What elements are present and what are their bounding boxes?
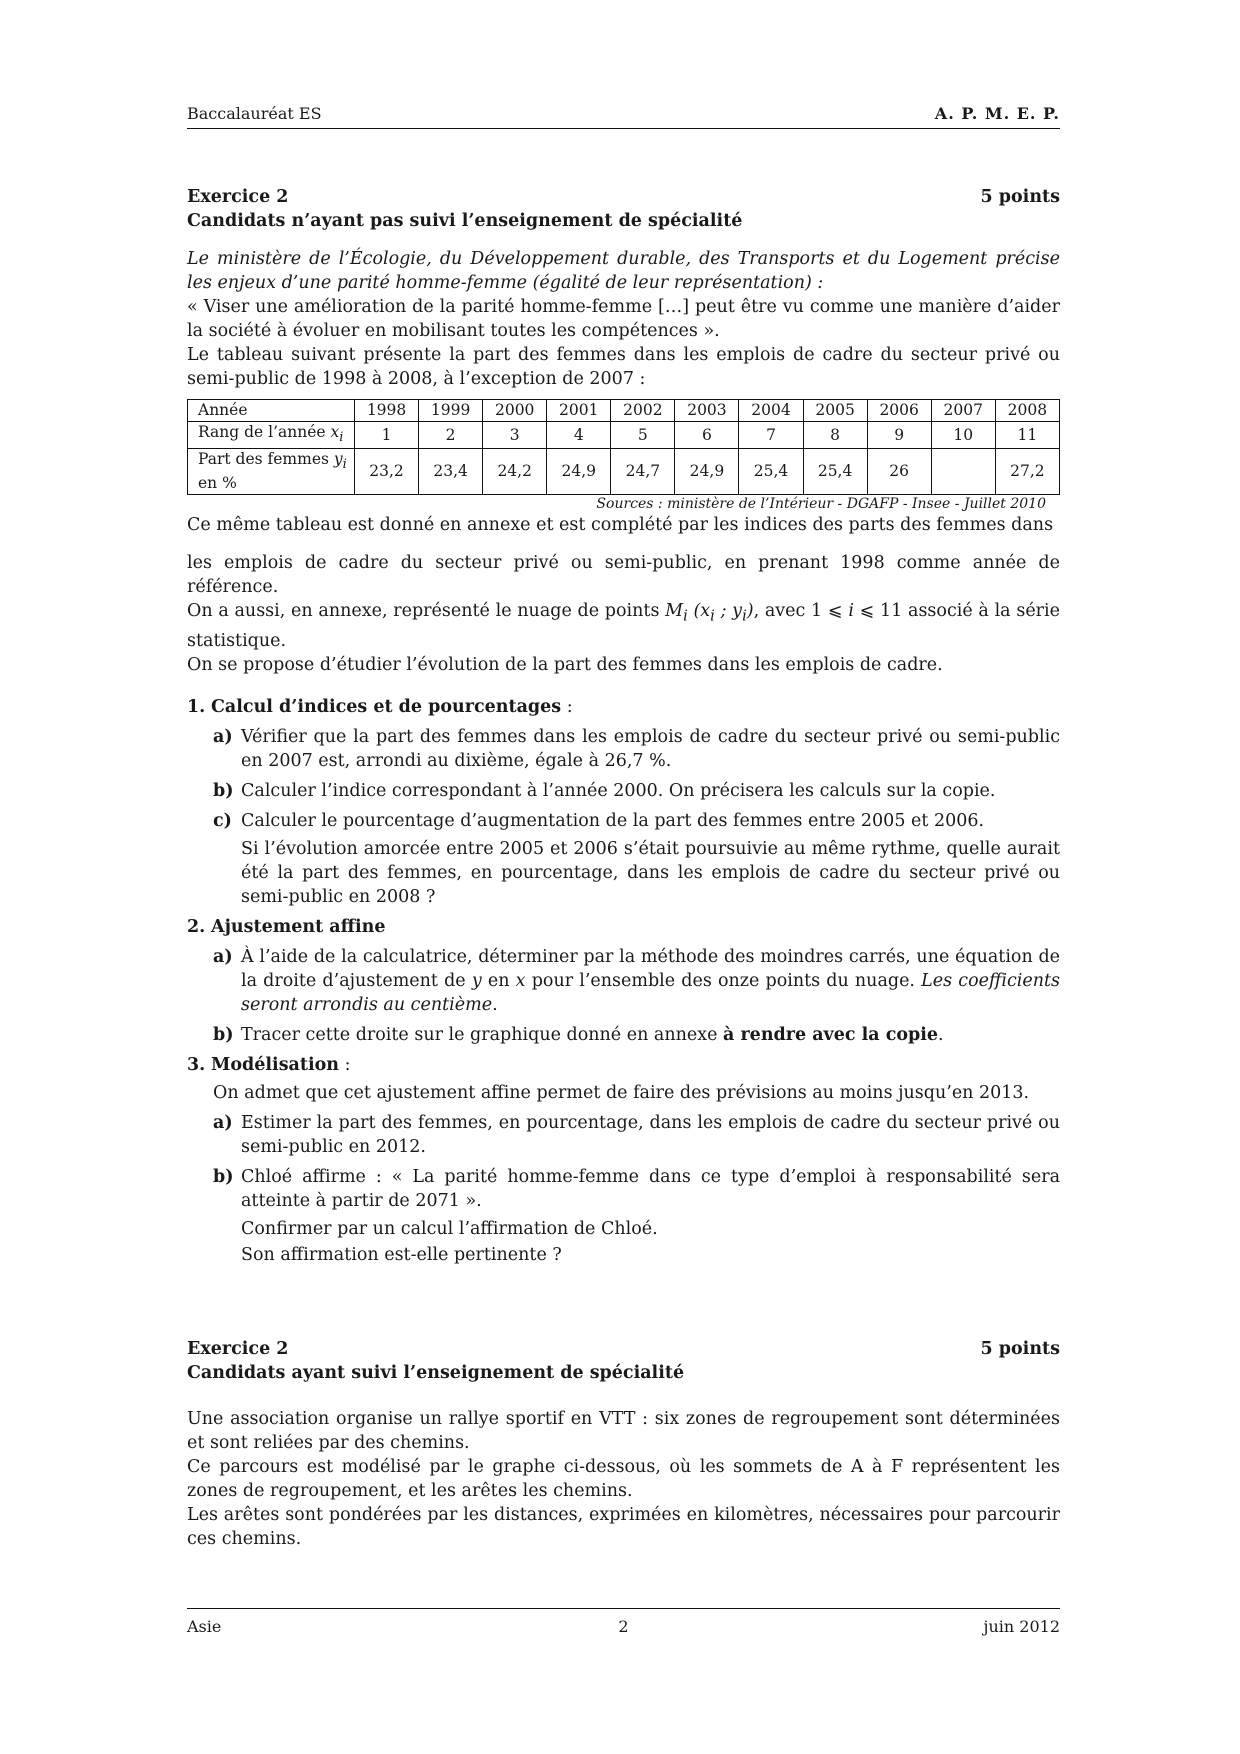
- table-cell: 2006: [867, 400, 931, 422]
- footer-right: juin 2012: [983, 1617, 1060, 1636]
- exercise-title: Exercice 2: [187, 1339, 289, 1359]
- subquestion-text: Chloé affirme : « La parité homme-femme dans ce type d’emploi à responsabilité sera atteinte à partir de 2071 ».: [241, 1166, 1060, 1211]
- text-span: On a aussi, en annexe, représenté le nuage de points: [187, 601, 666, 622]
- table-cell: 23,2: [355, 449, 419, 495]
- table-cell: 7: [739, 422, 803, 449]
- question-number: 3.: [187, 1054, 206, 1075]
- table-row-label: Année: [188, 400, 355, 422]
- table-cell: 11: [995, 422, 1059, 449]
- subquestion-label: a): [213, 946, 233, 967]
- math-var: i: [848, 601, 854, 622]
- subquestion-label: b): [213, 1024, 234, 1045]
- question-3b: [187, 1165, 1060, 1267]
- table-sources: Sources : ministère de l’Intérieur - DGAFP - Insee - Juillet 2010: [596, 496, 1046, 513]
- text-span: ⩽ 11 associé à la série statistique.: [187, 601, 1060, 651]
- subquestion-text: Calculer l’indice correspondant à l’année 2000. On précisera les calculs sur la copie.: [241, 780, 996, 801]
- question-3a: [187, 1111, 1060, 1159]
- table-cell: 2001: [547, 400, 611, 422]
- exercise-points: 5 points: [980, 1339, 1060, 1359]
- table-cell: 1: [355, 422, 419, 449]
- after-table-line-3: [187, 599, 1060, 653]
- exercise-2-specialty: [187, 1337, 1060, 1551]
- subquestion-text: Calculer le pourcentage d’augmentation de la part des femmes entre 2005 et 2006.: [241, 810, 985, 831]
- table-cell: 24,9: [675, 449, 739, 495]
- text-span: .: [492, 994, 498, 1015]
- table-cell: 2000: [483, 400, 547, 422]
- table-cell: 6: [675, 422, 739, 449]
- after-table-line-2: les emplois de cadre du secteur privé ou semi-public, en prenant 1998 comme année de référence.: [187, 553, 1060, 598]
- header-right: A. P. M. E. P.: [934, 104, 1060, 123]
- subquestion-label: a): [213, 1112, 233, 1133]
- footer-left: Asie: [187, 1617, 222, 1636]
- question-2a: [187, 945, 1060, 1017]
- math-var: y: [333, 450, 343, 469]
- subquestion-text: [241, 1023, 1060, 1047]
- bold-note: à rendre avec la copie: [723, 1024, 939, 1045]
- table-cell: 1999: [419, 400, 483, 422]
- table-cell: 2002: [611, 400, 675, 422]
- intro-italic: Le ministère de l’Écologie, du Développement durable, des Transports et du Logement précise les enjeux d’une parité homme-femme (égalité de leur représentation) :: [187, 249, 1060, 293]
- table-cell: 8: [803, 422, 867, 449]
- table-cell: 26: [867, 449, 931, 495]
- table-cell: 2005: [803, 400, 867, 422]
- label-text: Rang de l’année: [198, 423, 331, 441]
- table-cell: 25,4: [739, 449, 803, 495]
- subquestion-label: a): [213, 726, 233, 747]
- text-span: en: [481, 970, 516, 991]
- question-1c: [187, 809, 1060, 909]
- exercise-subtitle: Candidats ayant suivi l’enseignement de spécialité: [187, 1363, 685, 1383]
- exercise-2-nonspecialty: [187, 185, 1060, 1267]
- table-intro: Le tableau suivant présente la part des femmes dans les emplois de cadre du secteur privé ou semi-public de 1998 à 2008, à l’exception de 2007 :: [187, 345, 1060, 389]
- question-title: Ajustement affine: [211, 916, 386, 937]
- exercise-heading: [187, 1337, 1060, 1361]
- subquestion-text-3: Son affirmation est-elle pertinente ?: [241, 1244, 562, 1265]
- text-span: À l’aide de la calculatrice, déterminer par la méthode des moindres carrés, une équation de la droite d’ajustement de: [241, 946, 1060, 991]
- table-cell: 10: [931, 422, 995, 449]
- table-row-shares: [188, 449, 1060, 495]
- exercise-heading: [187, 185, 1060, 209]
- table-cell: [931, 449, 995, 495]
- table-cell: 2: [419, 422, 483, 449]
- table-cell: 2004: [739, 400, 803, 422]
- subquestion-label: c): [213, 810, 232, 831]
- data-table: [187, 399, 1060, 495]
- label-text: en %: [198, 474, 237, 493]
- subquestion-text: [241, 945, 1060, 1017]
- table-cell: 23,4: [419, 449, 483, 495]
- question-number: 2.: [187, 916, 206, 937]
- exercise-points: 5 points: [980, 187, 1060, 207]
- quote-paragraph: « Viser une amélioration de la parité homme-femme […] peut être vu comme une manière d’aider la société à évoluer en mobilisant toutes les compétences ».: [187, 297, 1060, 341]
- page-number: 2: [618, 1617, 629, 1636]
- exercise-subtitle: Candidats n’ayant pas suivi l’enseignement de spécialité: [187, 211, 743, 231]
- paragraph-2: Ce parcours est modélisé par le graphe ci-dessous, où les sommets de A à F représentent les zones de regroupement, et les arêtes les chemins.: [187, 1457, 1060, 1501]
- table-cell: 9: [867, 422, 931, 449]
- table-row-label: [188, 422, 355, 449]
- table-cell: 2008: [995, 400, 1059, 422]
- after-table-line-1: Ce même tableau est donné en annexe et est complété par les indices des parts des femmes dans: [187, 515, 1054, 536]
- math-sub: i: [339, 430, 344, 446]
- paragraph-3: Les arêtes sont pondérées par les distances, exprimées en kilomètres, nécessaires pour parcourir ces chemins.: [187, 1505, 1060, 1549]
- table-cell: 2007: [931, 400, 995, 422]
- subquestion-label: b): [213, 1166, 234, 1187]
- math-var: y: [471, 970, 482, 991]
- question-1: [187, 695, 1060, 719]
- table-cell: 27,2: [995, 449, 1059, 495]
- subquestion-text: Estimer la part des femmes, en pourcentage, dans les emplois de cadre du secteur privé ou semi-public en 2012.: [241, 1112, 1060, 1157]
- paragraph-1: Une association organise un rallye sportif en VTT : six zones de regroupement sont déterminées et sont reliées par des chemins.: [187, 1409, 1060, 1453]
- exercise-title: Exercice 2: [187, 187, 289, 207]
- table-row-label: [188, 449, 355, 495]
- question-colon: :: [561, 696, 573, 717]
- subquestion-text-2: Confirmer par un calcul l’affirmation de Chloé.: [241, 1218, 658, 1239]
- subquestion-label: b): [213, 780, 234, 801]
- text-span: Tracer cette droite sur le graphique donné en annexe: [241, 1024, 724, 1045]
- table-cell: 24,7: [611, 449, 675, 495]
- question-2: [187, 915, 1060, 939]
- question-title: Modélisation: [211, 1054, 340, 1075]
- table-cell: 24,2: [483, 449, 547, 495]
- subquestion-text-2: Si l’évolution amorcée entre 2005 et 2006 s’était poursuivie au même rythme, quelle aurait été la part des femmes, en pourcentage, dans les emplois de cadre du secteur privé ou semi-public en 2008 ?: [241, 838, 1060, 907]
- header-left: Baccalauréat ES: [187, 104, 322, 123]
- text-span: pour l’ensemble des onze points du nuage.: [525, 970, 922, 991]
- question-1b: [187, 779, 1060, 803]
- math-sub: i: [342, 457, 347, 473]
- table-cell: 2003: [675, 400, 739, 422]
- table-cell: 25,4: [803, 449, 867, 495]
- text-span: .: [938, 1024, 944, 1045]
- italic-note: Les coefficients seront arrondis au centième: [241, 970, 1060, 1015]
- math-var: x: [330, 423, 340, 441]
- footer-rule: [187, 1608, 1060, 1609]
- table-cell: 24,9: [547, 449, 611, 495]
- table-row-years: [188, 400, 1060, 422]
- question-colon: :: [339, 1054, 351, 1075]
- subquestion-text: Vérifier que la part des femmes dans les emplois de cadre du secteur privé ou semi-public en 2007 est, arrondi au dixième, égale à 26,7 %.: [241, 726, 1060, 771]
- question-3: [187, 1053, 1060, 1077]
- header-rule: [187, 128, 1060, 129]
- math-expr: $M_i$ ($x_i$ ; $y_i$): [665, 601, 754, 625]
- table-cell: 4: [547, 422, 611, 449]
- after-table-line-4: On se propose d’étudier l’évolution de la part des femmes dans les emplois de cadre.: [187, 654, 943, 675]
- table-cell: 5: [611, 422, 675, 449]
- math-var: x: [515, 970, 526, 991]
- table-cell: 3: [483, 422, 547, 449]
- table-row-ranks: [188, 422, 1060, 449]
- text-span: , avec 1 ⩽: [753, 601, 849, 622]
- question-1a: [187, 725, 1060, 773]
- table-cell: 1998: [355, 400, 419, 422]
- question-title: Calcul d’indices et de pourcentages: [211, 696, 562, 717]
- question-2b: [187, 1023, 1060, 1047]
- question-3-intro: On admet que cet ajustement affine permet de faire des prévisions au moins jusqu’en 2013.: [213, 1082, 1030, 1103]
- question-number: 1.: [187, 696, 206, 717]
- label-text: Part des femmes: [198, 450, 334, 469]
